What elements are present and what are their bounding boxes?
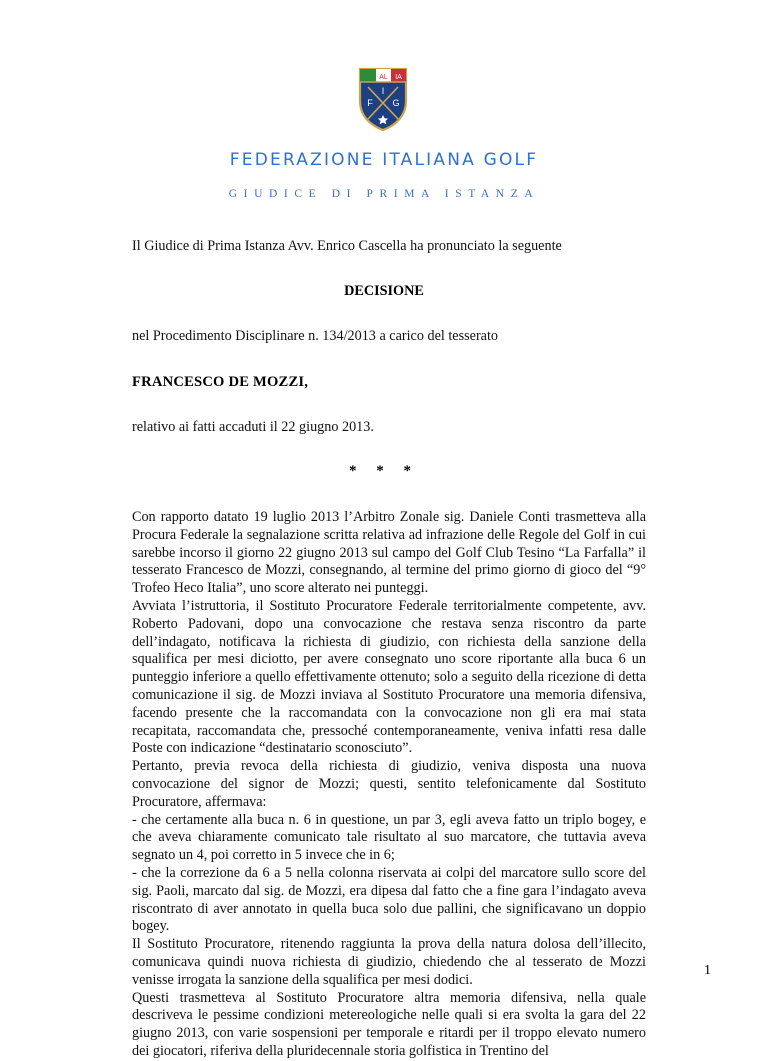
logo-text-ia: IA — [395, 74, 402, 81]
paragraph: - che certamente alla buca n. 6 in questione, un par 3, egli aveva fatto un triplo bogey, e che aveva chiaramente comunicato tale risultato al suo marcatore, che tuttavia aveva segnato un 4, poi corretto in 5 invece che in 6; — [132, 811, 646, 864]
paragraph: Pertanto, previa revoca della richiesta di giudizio, veniva disposta una nuova convocazione del signor de Mozzi; questi, sentito telefonicamente dal Sostituto Procuratore, affermava: — [132, 758, 646, 810]
paragraph: Con rapporto datato 19 luglio 2013 l’Arbitro Zonale sig. Daniele Conti trasmetteva alla Procura Federale la segnalazione scritta relativa ad infrazione delle Regole del Golf in cui sarebbe incorso il giorno 22 giugno 2013 sul campo del Golf Club Tesino “La Farfalla” il tesserato Francesco de Mozzi, consegnando, al termine del primo giorno di gioco del “9° Trofeo Heco Italia”, uno score alterato nei punteggi. — [132, 509, 646, 597]
logo-letter-f: F — [367, 98, 373, 108]
organization-subtitle: GIUDICE DI PRIMA ISTANZA — [228, 188, 540, 200]
intro-line: Il Giudice di Prima Istanza Avv. Enrico Cascella ha pronunciato la seguente — [132, 238, 562, 254]
paragraph: - che la correzione da 6 a 5 nella colonna riservata ai colpi del marcatore sullo score del sig. Paoli, marcato dal sig. de Mozzi, era dipesa dal fatto che a fine gara l’indagato aveva riscontrato di aver annotato in quella buca solo due pallini, che significavano un doppio bogey. — [132, 864, 646, 935]
logo-letter-g: G — [392, 98, 400, 108]
paragraph: Avviata l’istruttoria, il Sostituto Procuratore Federale territorialmente competente, avv. Roberto Padovani, dopo una convocazione che restava senza riscontro da parte dell’indagato, notificava la richiesta di giudizio, con richiesta della sanzione della squalifica per mesi diciotto, per avere consegnato uno score riportante alla buca 6 un punteggio inferiore a quello effettivamente ottenuto; solo a seguito della ricezione di detta comunicazione il sig. de Mozzi inviava al Sostituto Procuratore una memoria difensiva, facendo presente che la raccomandata con la convocazione non gli era mai stata recapitata, raccomandata che, pressoché contemporaneamente, veniva infatti resa dalle Poste con indicazione “destinatario sconosciuto”. — [132, 597, 646, 757]
paragraph: Il Sostituto Procuratore, ritenendo raggiunta la prova della natura dolosa dell’illecito, comunicava quindi nuova richiesta di giudizio, chiedendo che al tesserato de Mozzi venisse irrogata la sanzione della squalifica per mesi dodici. — [132, 936, 646, 988]
logo-text-al: AL — [379, 74, 388, 81]
paragraph: Questi trasmetteva al Sostituto Procuratore altra memoria difensiva, nella quale descriveva le pessime condizioni metereologiche nelle quali si era svolta la gara del 22 giugno 2013, con varie sospensioni per temporale e ritardi per il troppo elevato numero dei giocatori, riferiva della pluridecennale storia golfistica in Trentino del — [132, 989, 646, 1059]
fig-logo — [357, 67, 409, 131]
page-number: 1 — [704, 963, 711, 978]
decision-body — [132, 509, 646, 1061]
decision-heading: DECISIONE — [344, 283, 424, 299]
logo-letter-i: I — [381, 86, 385, 96]
member-name: FRANCESCO DE MOZZI, — [132, 374, 309, 390]
facts-line: relativo ai fatti accaduti il 22 giugno 2013. — [132, 419, 374, 435]
proceeding-line: nel Procedimento Disciplinare n. 134/2013 a carico del tesserato — [132, 328, 499, 344]
organization-title: FEDERAZIONE ITALIANA GOLF — [229, 150, 539, 170]
section-separator: * * * — [349, 463, 419, 479]
